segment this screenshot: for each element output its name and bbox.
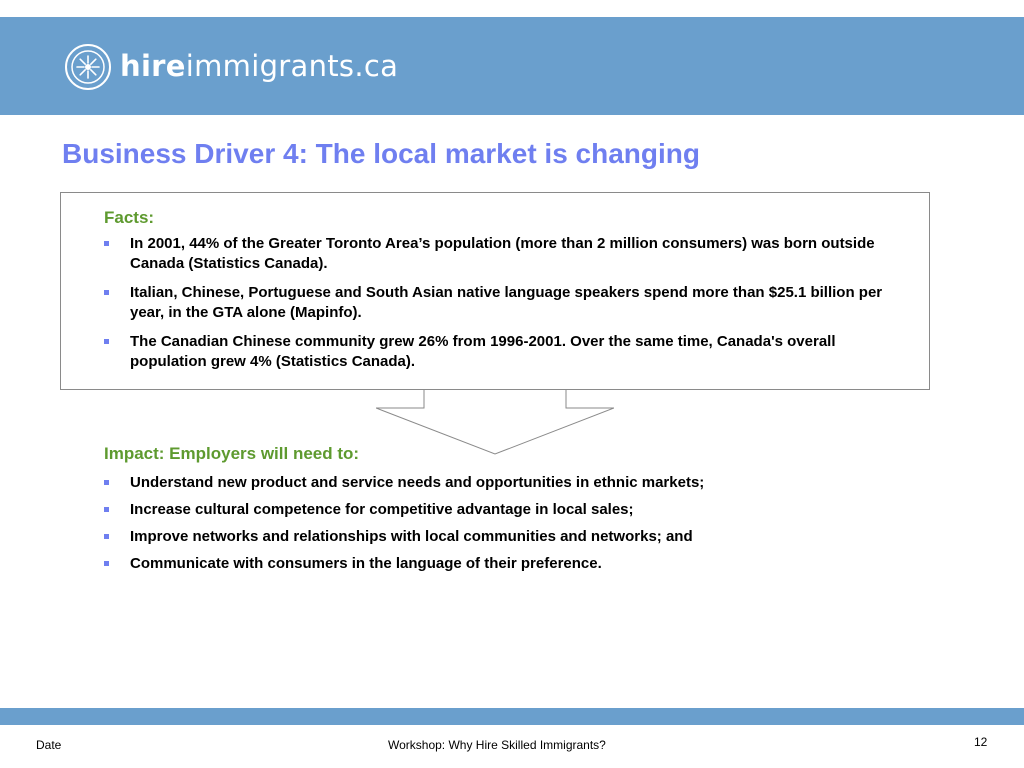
sunburst-logo-icon	[64, 43, 112, 91]
list-item	[104, 332, 894, 372]
impact-text: Communicate with consumers in the language of their preference.	[130, 555, 602, 572]
impact-heading: Impact: Employers will need to:	[104, 444, 360, 463]
fact-text: In 2001, 44% of the Greater Toronto Area’s population (more than 2 million consumers) was born outside Canada (Statistics Canada).	[130, 235, 875, 272]
list-item	[104, 283, 894, 323]
list-item	[104, 234, 894, 274]
impact-text: Increase cultural competence for competitive advantage in local sales;	[130, 501, 634, 518]
fact-text: Italian, Chinese, Portuguese and South Asian native language speakers spend more than $25.1 billion per year, in the GTA alone (Mapinfo).	[130, 284, 883, 321]
bullet-icon	[104, 339, 109, 344]
header-band	[0, 17, 1024, 115]
list-item	[104, 500, 894, 520]
top-margin	[0, 0, 1024, 17]
bullet-icon	[104, 507, 109, 512]
down-arrow-icon	[376, 390, 614, 456]
facts-list	[104, 234, 894, 381]
footer-band	[0, 708, 1024, 725]
bullet-icon	[104, 480, 109, 485]
page-number: 12	[974, 735, 988, 749]
impact-text: Understand new product and service needs and opportunities in ethnic markets;	[130, 474, 705, 491]
brand-logotype	[120, 49, 398, 83]
impact-text: Improve networks and relationships with local communities and networks; and	[130, 528, 693, 545]
bullet-icon	[104, 561, 109, 566]
footer-workshop-title: Workshop: Why Hire Skilled Immigrants?	[388, 738, 606, 752]
facts-heading: Facts:	[104, 208, 155, 227]
bullet-icon	[104, 241, 109, 246]
brand-bold-text: hire	[120, 49, 186, 83]
fact-text: The Canadian Chinese community grew 26% from 1996-2001. Over the same time, Canada's overall population grew 4% (Statistics Canada).	[130, 333, 836, 370]
list-item	[104, 473, 894, 493]
impact-list	[104, 473, 894, 581]
list-item	[104, 554, 894, 574]
slide-title: Business Driver 4: The local market is changing	[62, 138, 700, 169]
brand-regular-text: immigrants.ca	[185, 49, 399, 83]
bullet-icon	[104, 290, 109, 295]
list-item	[104, 527, 894, 547]
footer-date: Date	[36, 738, 62, 752]
bullet-icon	[104, 534, 109, 539]
